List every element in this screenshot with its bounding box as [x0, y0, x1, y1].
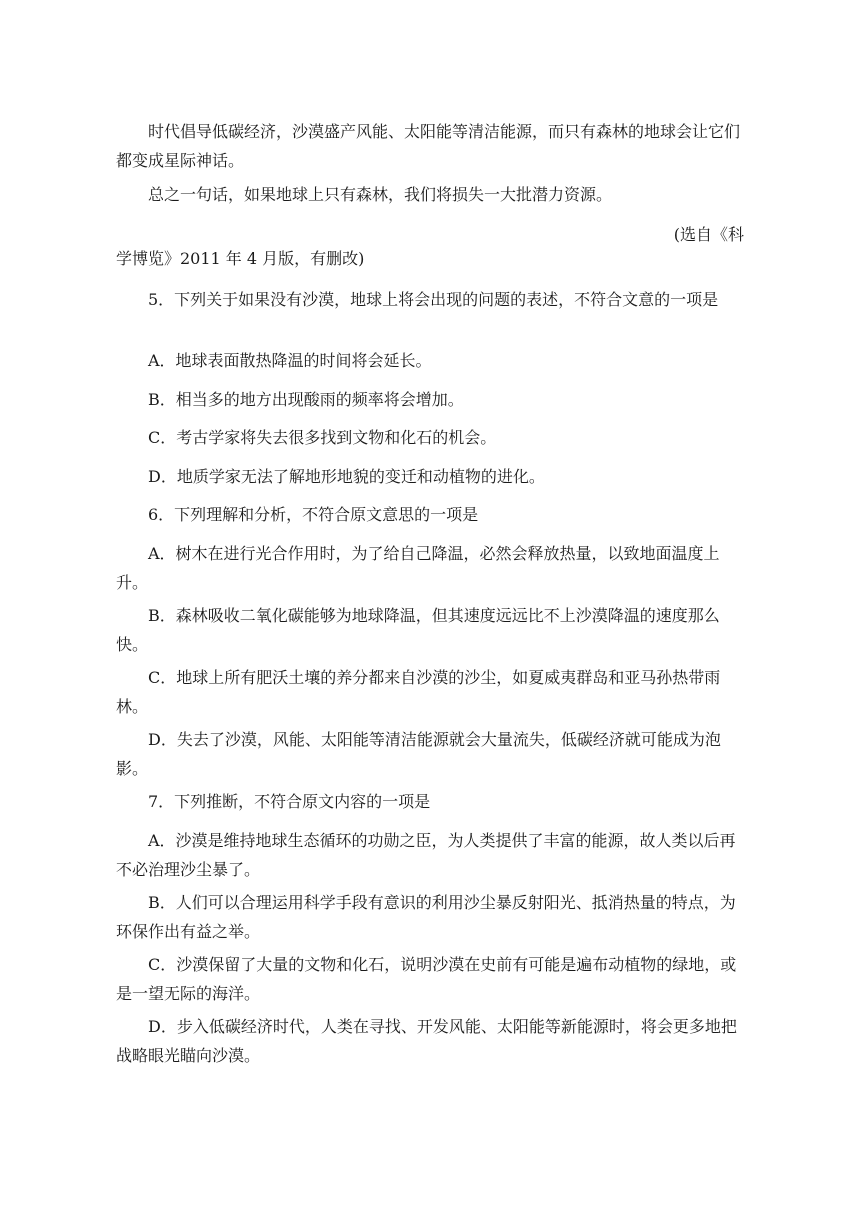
- source-citation: (选自《科: [673, 225, 744, 244]
- question-7-option-d: D．步入低碳经济时代，人类在寻找、开发风能、太阳能等新能源时，将会更多地把战略眼光瞄向沙漠。: [116, 1017, 737, 1065]
- question-6-option-d: D．失去了沙漠，风能、太阳能等清洁能源就会大量流失，低碳经济就可能成为泡影。: [116, 730, 721, 778]
- question-6-option-b: B．森林吸收二氧化碳能够为地球降温，但其速度远远比不上沙漠降温的速度那么快。: [116, 606, 720, 654]
- question-7-option-c: C．沙漠保留了大量的文物和化石，说明沙漠在史前有可能是遍布动植物的绿地，或是一望无际的海洋。: [116, 955, 737, 1003]
- question-5-option-b: B．相当多的地方出现酸雨的频率将会增加。: [148, 390, 464, 409]
- question-7-option-b: B．人们可以合理运用科学手段有意识的利用沙尘暴反射阳光、抵消热量的特点，为环保作出有益之举。: [116, 893, 736, 941]
- source-citation-cont: 学博览》2011 年 4 月版，有删改): [116, 249, 365, 268]
- question-7-stem: 7．下列推断，不符合原文内容的一项是: [148, 792, 431, 811]
- question-6-stem: 6．下列理解和分析，不符合原文意思的一项是: [148, 505, 479, 524]
- question-5-option-d: D．地质学家无法了解地形地貌的变迁和动植物的进化。: [148, 467, 545, 486]
- question-7-option-a: A．沙漠是维持地球生态循环的功勋之臣，为人类提供了丰富的能源，故人类以后再不必治理沙尘暴了。: [116, 831, 736, 879]
- question-5-option-c: C．考古学家将失去很多找到文物和化石的机会。: [148, 428, 497, 447]
- body-paragraph: 时代倡导低碳经济，沙漠盛产风能、太阳能等清洁能源，而只有森林的地球会让它们都变成星际神话。: [116, 122, 741, 170]
- question-5-option-a: A．地球表面散热降温的时间将会延长。: [148, 351, 432, 370]
- body-paragraph: 总之一句话，如果地球上只有森林，我们将损失一大批潜力资源。: [148, 185, 613, 204]
- question-6-option-a: A．树木在进行光合作用时，为了给自己降温，必然会释放热量，以致地面温度上升。: [116, 544, 720, 592]
- question-5-stem: 5．下列关于如果没有沙漠，地球上将会出现的问题的表述，不符合文意的一项是: [148, 290, 719, 309]
- question-6-option-c: C．地球上所有肥沃土壤的养分都来自沙漠的沙尘，如夏威夷群岛和亚马孙热带雨林。: [116, 668, 721, 716]
